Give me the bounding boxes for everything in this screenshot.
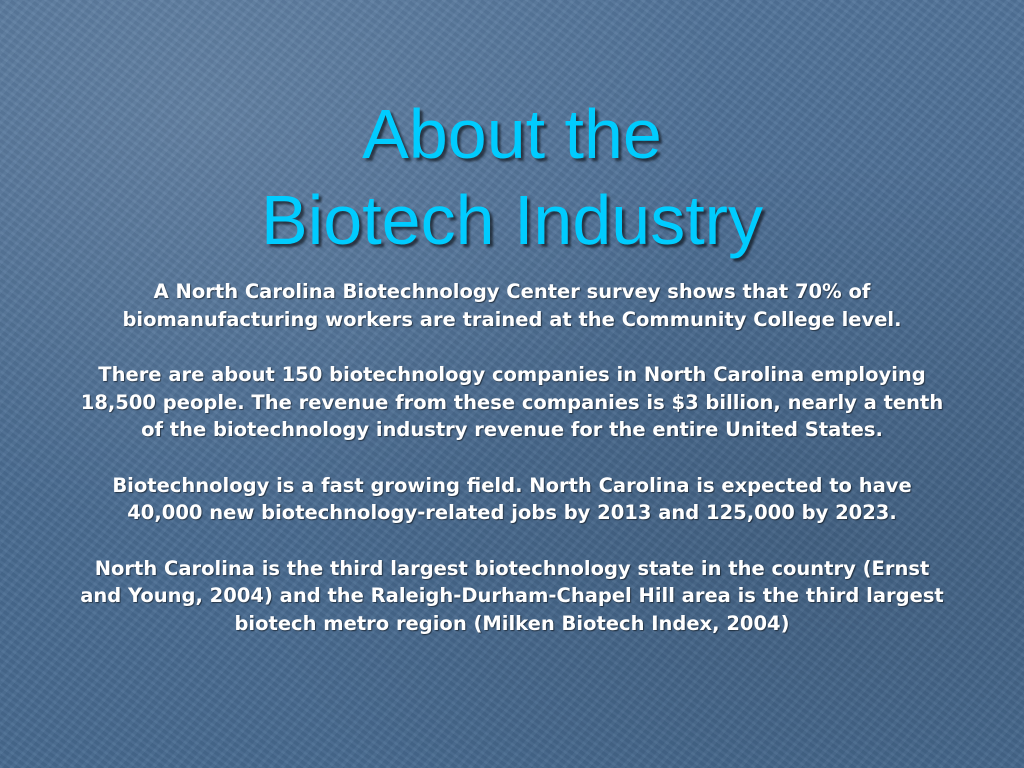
slide-title	[0, 91, 1024, 263]
paragraph-companies: There are about 150 biotechnology companies in North Carolina employing 18,500 people. The revenue from these companies is $3 billion, nearly a tenth of the biotechnology industry revenue for the entire United States.	[80, 363, 944, 441]
title-line-2: Biotech Industry	[261, 180, 763, 259]
slide-body	[80, 278, 944, 665]
paragraph-ranking: North Carolina is the third largest biotechnology state in the country (Ernst and Young, 2004) and the Raleigh-Durham-Chapel Hill area is the third largest biotech metro region (Milken Biotech Index, 2004)	[80, 556, 944, 635]
title-line-1: About the	[362, 94, 662, 173]
paragraph-growth: Biotechnology is a fast growing field. North Carolina is expected to have 40,000 new biotechnology-related jobs by 2013 and 125,000 by 2023.	[112, 473, 912, 524]
paragraph-survey: A North Carolina Biotechnology Center survey shows that 70% of biomanufacturing workers are trained at the Community College level.	[122, 280, 902, 331]
